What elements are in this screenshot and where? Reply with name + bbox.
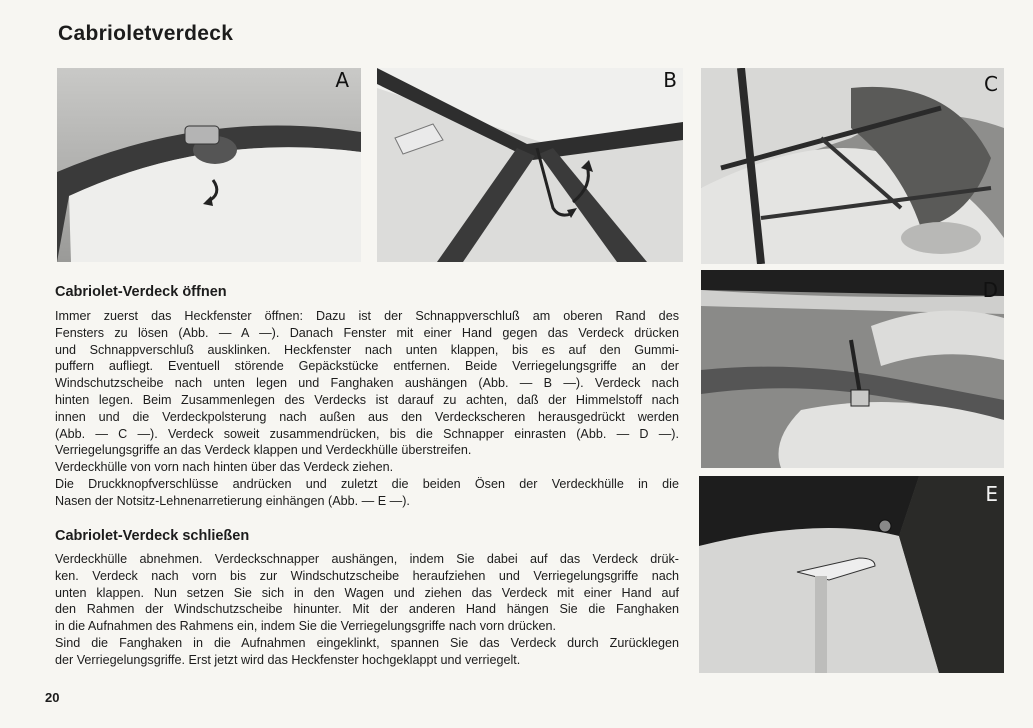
figure-a-photo <box>57 68 361 262</box>
section-heading-close: Cabriolet-Verdeck schließen <box>55 528 250 544</box>
figure-b-photo <box>377 68 683 262</box>
figure-e-label: E <box>985 482 998 506</box>
text-line: Verriegelungsgriffe an das Verdeck klappen und Verdeckhülle überstreifen. <box>55 443 472 458</box>
text-line: und Schnappverschluß ausklinken. Heckfenster nach unten klappen, bis es auf den Gummi- <box>55 342 679 357</box>
text-line: (Abb. — C —). Verdeck soweit zusammendrücken, bis die Schnapper einrasten (Abb. — D —). <box>55 426 679 441</box>
text-line: puffern aufliegt. Eventuell störende Gepäckstücke entfernen. Beide Verriegelungsgriffe an der <box>55 359 679 374</box>
figure-e-photo <box>699 476 1004 673</box>
text-line: Fensters zu lösen (Abb. — A —). Danach Fenster mit einer Hand gegen das Verdeck drücken <box>55 325 679 340</box>
figure-b-label: B <box>663 68 677 92</box>
figure-c-photo <box>701 68 1004 264</box>
text-line: Sind die Fanghaken in die Aufnahmen eingeklinkt, spannen Sie das Verdeck durch Zurücklegen <box>55 635 679 650</box>
figure-d-label: D <box>982 278 998 302</box>
section-body-open <box>55 308 679 510</box>
text-line: innen und die Verdeckpolsterung nach außen aus den Verdeckscheren herausgedrückt werden <box>55 409 679 424</box>
text-line: hinten legen. Beim Zusammenlegen des Verdecks ist darauf zu achten, daß der Himmelstoff nach <box>55 392 679 407</box>
section-heading-open: Cabriolet-Verdeck öffnen <box>55 284 227 300</box>
figure-a-label: A <box>335 68 349 92</box>
figure-c-label: C <box>984 72 998 96</box>
text-line: Nasen der Notsitz-Lehnenarretierung einhängen (Abb. — E —). <box>55 493 410 508</box>
text-line: Immer zuerst das Heckfenster öffnen: Dazu ist der Schnappverschluß am oberen Rand des <box>55 309 679 323</box>
text-line: Windschutzscheibe nach unten legen und Fanghaken aushängen (Abb. — B —). Verdeck nach <box>55 376 679 391</box>
section-body-close <box>55 551 679 669</box>
text-line: in die Aufnahmen des Rahmens ein, indem Sie die Verriegelungsgriffe nach vorn drücken. <box>55 619 557 634</box>
text-line: den Rahmen der Windschutzscheibe hinunter. Mit der anderen Hand hängen Sie die Fanghaken <box>55 602 679 617</box>
text-line: der Verriegelungsgriffe. Erst jetzt wird das Heckfenster hochgeklappt und verriegelt. <box>55 652 521 667</box>
text-line: unten klappen. Nun setzen Sie sich in den Wagen und ziehen das Verdeck mit einer Hand auf <box>55 585 679 600</box>
text-line: Verdeckhülle von vorn nach hinten über das Verdeck ziehen. <box>55 460 394 475</box>
text-line: Verdeckhülle abnehmen. Verdeckschnapper aushängen, indem Sie dabei auf das Verdeck drük- <box>55 552 679 566</box>
page-number: 20 <box>45 690 60 705</box>
text-line: Die Druckknopfverschlüsse andrücken und zuletzt die beiden Ösen der Verdeckhülle in die <box>55 476 679 491</box>
figure-d-photo <box>701 270 1004 468</box>
page-title: Cabrioletverdeck <box>58 22 234 45</box>
text-line: ken. Verdeck nach vorn bis zur Windschutzscheibe heraufziehen und Verriegelungsgriffe nach <box>55 568 679 583</box>
